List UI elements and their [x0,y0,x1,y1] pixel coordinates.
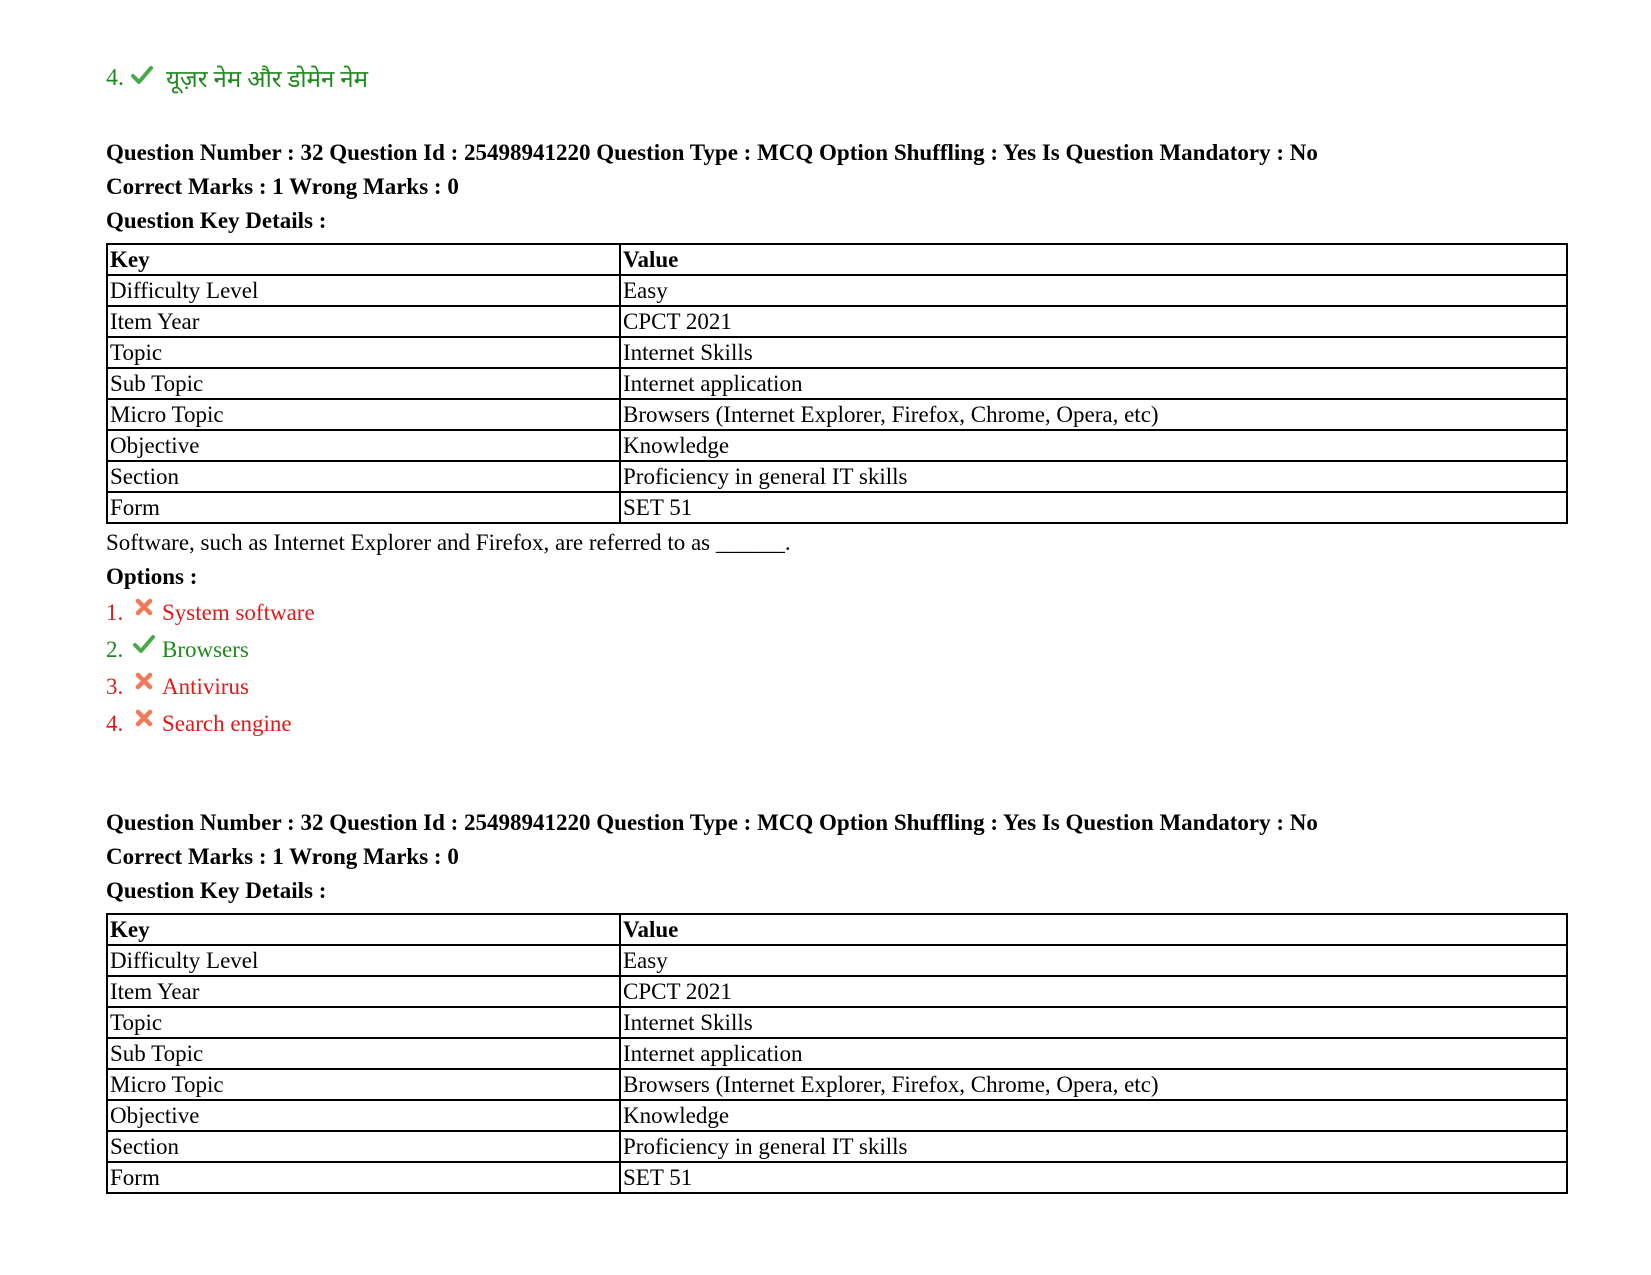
key-details-label: Question Key Details : [106,208,327,233]
table-cell-value: CPCT 2021 [620,306,1567,337]
table-row [107,1100,1567,1131]
table-row [107,275,1567,306]
question-text: Software, such as Internet Explorer and Firefox, are referred to as ______. [106,530,791,555]
table-row [107,306,1567,337]
table-cell-key: Item Year [107,976,620,1007]
marks-line: Correct Marks : 1 Wrong Marks : 0 [106,174,459,199]
option-text: Search engine [162,710,292,736]
table-header-value: Value [620,244,1567,275]
table-row [107,1038,1567,1069]
option-number: 4. [106,710,124,736]
option-text: Antivirus [162,673,249,699]
table-cell-key: Micro Topic [107,1069,620,1100]
option-number: 1. [106,599,124,625]
table-cell-value: Internet application [620,368,1567,399]
option-text: System software [162,599,315,625]
table-cell-value: Knowledge [620,1100,1567,1131]
option-item [106,705,1568,742]
table-cell-key: Section [107,1131,620,1162]
table-row [107,1162,1567,1193]
table-row [107,976,1567,1007]
table-row [107,368,1567,399]
key-details-label: Question Key Details : [106,878,327,903]
table-cell-value: Proficiency in general IT skills [620,1131,1567,1162]
table-cell-key: Sub Topic [107,368,620,399]
table-cell-value: Browsers (Internet Explorer, Firefox, Chrome, Opera, etc) [620,399,1567,430]
cross-icon [132,706,156,730]
table-cell-value: Internet Skills [620,337,1567,368]
option-text: Browsers [162,636,249,662]
option-item [106,668,1568,705]
question-block-2 [106,806,1568,1194]
table-header-row [107,244,1567,275]
table-cell-value: Easy [620,275,1567,306]
option-number: 3. [106,673,124,699]
table-row [107,492,1567,523]
previous-option-number: 4. [106,65,124,91]
check-icon [130,63,154,87]
table-cell-key: Objective [107,430,620,461]
table-cell-value: Browsers (Internet Explorer, Firefox, Chrome, Opera, etc) [620,1069,1567,1100]
table-cell-value: SET 51 [620,492,1567,523]
table-cell-key: Form [107,492,620,523]
table-cell-value: Internet application [620,1038,1567,1069]
key-details-table [106,243,1568,524]
question-block-1 [106,136,1568,742]
table-cell-key: Sub Topic [107,1038,620,1069]
option-item [106,631,1568,668]
cross-icon [132,595,156,619]
table-row [107,1007,1567,1038]
question-meta-line: Question Number : 32 Question Id : 25498941220 Question Type : MCQ Option Shuffling : Yes Is Question Mandatory : No [106,810,1318,835]
table-cell-key: Objective [107,1100,620,1131]
marks-line: Correct Marks : 1 Wrong Marks : 0 [106,844,459,869]
table-cell-key: Difficulty Level [107,945,620,976]
table-header-value: Value [620,914,1567,945]
table-cell-key: Form [107,1162,620,1193]
table-cell-value: Internet Skills [620,1007,1567,1038]
table-header-key: Key [107,914,620,945]
table-cell-key: Section [107,461,620,492]
table-header-row [107,914,1567,945]
table-cell-key: Micro Topic [107,399,620,430]
table-row [107,430,1567,461]
table-row [107,945,1567,976]
table-cell-value: Proficiency in general IT skills [620,461,1567,492]
options-label: Options : [106,564,198,589]
table-header-key: Key [107,244,620,275]
cross-icon [132,669,156,693]
table-row [107,399,1567,430]
table-cell-value: Knowledge [620,430,1567,461]
table-row [107,337,1567,368]
key-details-table [106,913,1568,1194]
table-cell-key: Topic [107,337,620,368]
table-row [107,1131,1567,1162]
previous-option [106,62,368,95]
option-item [106,594,1568,631]
table-cell-key: Difficulty Level [107,275,620,306]
table-cell-key: Item Year [107,306,620,337]
option-number: 2. [106,636,124,662]
table-cell-value: Easy [620,945,1567,976]
check-icon [132,632,156,656]
table-row [107,1069,1567,1100]
table-cell-key: Topic [107,1007,620,1038]
table-row [107,461,1567,492]
question-meta-line: Question Number : 32 Question Id : 25498941220 Question Type : MCQ Option Shuffling : Yes Is Question Mandatory : No [106,140,1318,165]
table-cell-value: SET 51 [620,1162,1567,1193]
previous-option-text: यूज़र नेम और डोमेन नेम [166,67,368,93]
table-cell-value: CPCT 2021 [620,976,1567,1007]
